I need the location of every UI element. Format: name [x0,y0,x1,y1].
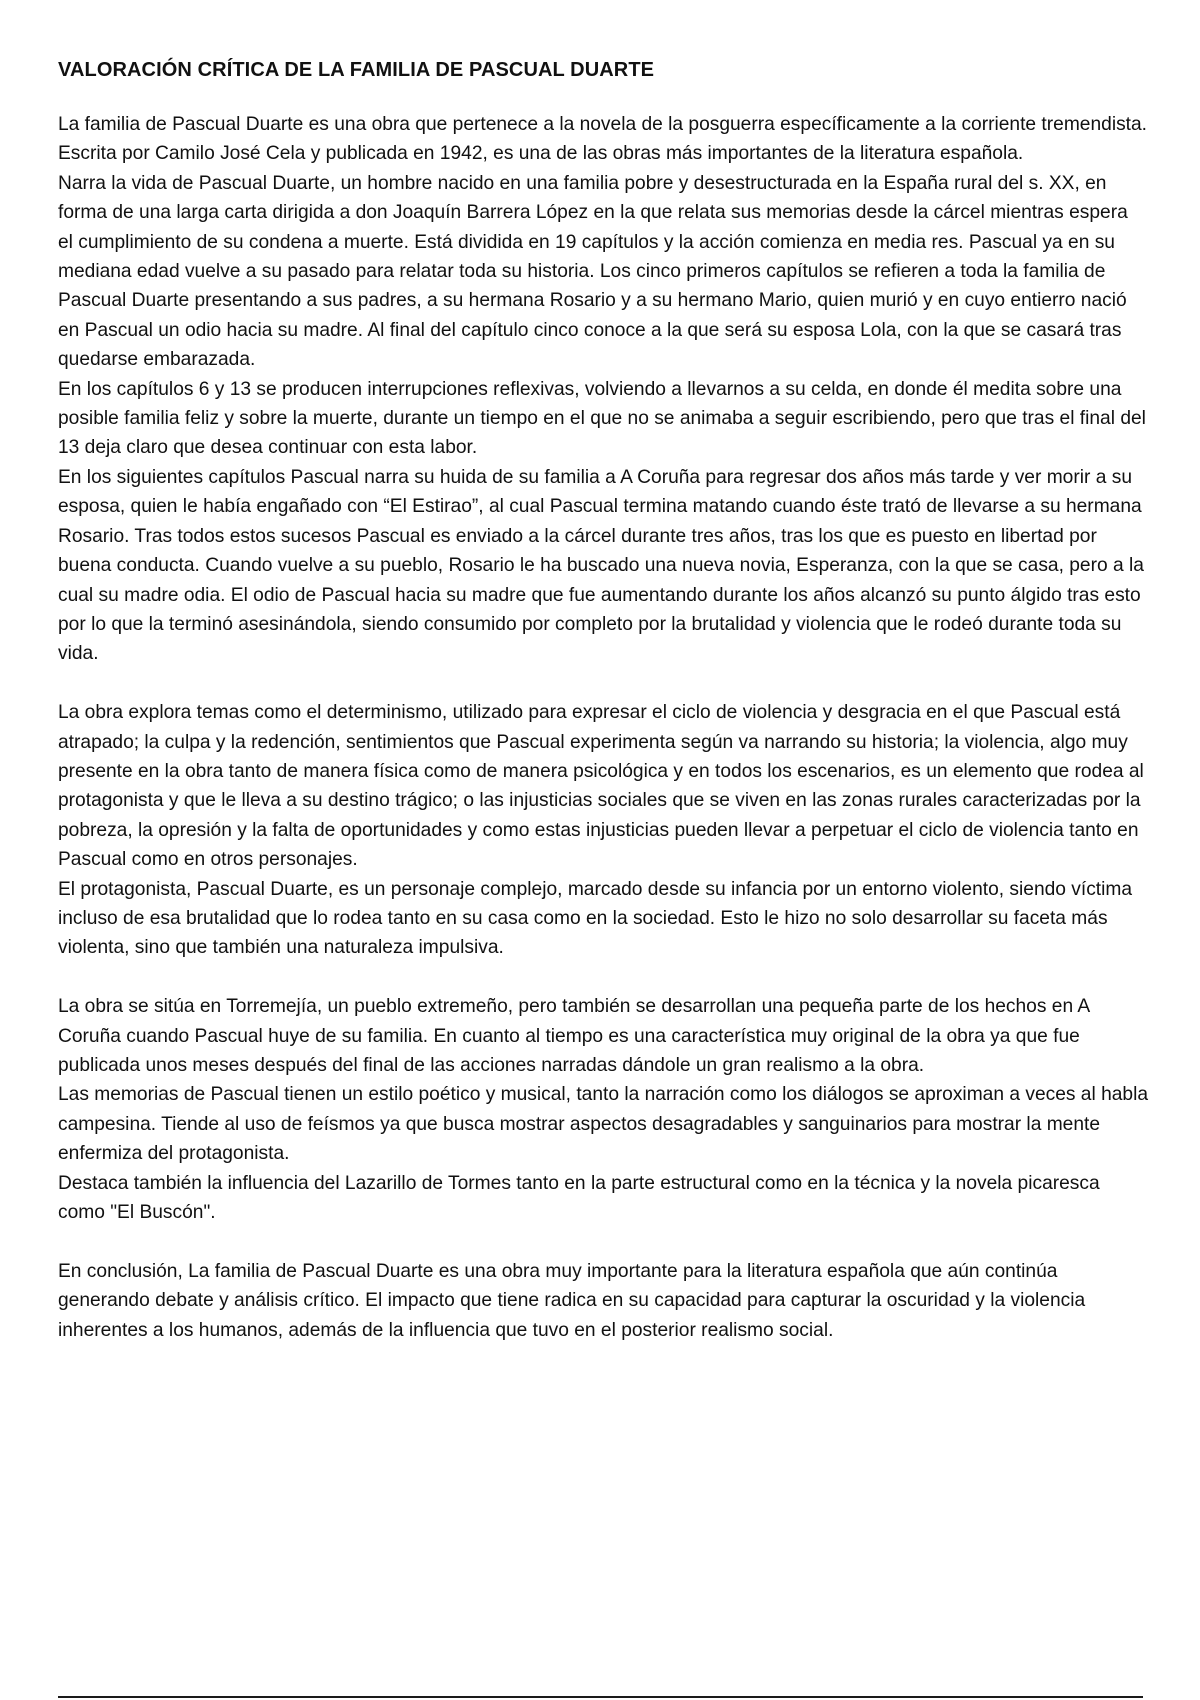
paragraph-gap [58,1227,1148,1256]
paragraph-gap [58,963,1148,992]
paragraph-later-chapters: En los siguientes capítulos Pascual narra su huida de su familia a A Coruña para regresar dos años más tarde y ver morir a su esposa, quien le había engañado con “El Estirao”, al cual Pascual termina matando cuando éste trató de llevarse a su hermana Rosario. Tras todos estos sucesos Pascual es enviado a la cárcel durante tres años, tras los que es puesto en libertad por buena conducta. Cuando vuelve a su pueblo, Rosario le ha buscado una nueva novia, Esperanza, con la que se casa, pero a la cual su madre odia. El odio de Pascual hacia su madre que fue aumentando durante los años alcanzó su punto álgido tras esto por lo que la terminó asesinándola, siendo consumido por completo por la brutalidad y violencia que le rodeó durante toda su vida. [58,466,1144,665]
document-page [58,56,1148,1345]
paragraph-interruptions: En los capítulos 6 y 13 se producen interrupciones reflexivas, volviendo a llevarnos a su celda, en donde él medita sobre una posible familia feliz y sobre la muerte, durante un tiempo en el que no se animaba a seguir escribiendo, pero que tras el final del 13 deja claro que desea continuar con esta labor. [58,378,1146,459]
paragraph-intro: La familia de Pascual Duarte es una obra que pertenece a la novela de la posguerra específicamente a la corriente tremendista. Escrita por Camilo José Cela y publicada en 1942, es una de las obras más importantes de la literatura española. [58,114,1148,165]
paragraph-gap [58,669,1148,698]
paragraph-protagonist: El protagonista, Pascual Duarte, es un personaje complejo, marcado desde su infancia por un entorno violento, siendo víctima incluso de esa brutalidad que lo rodea tanto en su casa como en la sociedad. Esto le hizo no solo desarrollar su faceta más violenta, sino que también una naturaleza impulsiva. [58,878,1133,959]
paragraph-setting: La obra se sitúa en Torremejía, un pueblo extremeño, pero también se desarrollan una pequeña parte de los hechos en A Coruña cuando Pascual huye de su familia. En cuanto al tiempo es una característica muy original de la obra ya que fue publicada unos meses después del final de las acciones narradas dándole un gran realismo a la obra. [58,996,1090,1076]
paragraph-style: Las memorias de Pascual tienen un estilo poético y musical, tanto la narración como los diálogos se aproximan a veces al habla campesina. Tiende al uso de feísmos ya que busca mostrar aspectos desagradables y sanguinarios para mostrar la mente enfermiza del protagonista. [58,1084,1149,1165]
paragraph-conclusion: En conclusión, La familia de Pascual Duarte es una obra muy importante para la literatura española que aún continúa generando debate y análisis crítico. El impacto que tiene radica en su capacidad para capturar la oscuridad y la violencia inherentes a los humanos, además de la influencia que tuvo en el posterior realismo social. [58,1260,1086,1341]
paragraph-themes: La obra explora temas como el determinismo, utilizado para expresar el ciclo de violencia y desgracia en el que Pascual está atrapado; la culpa y la redención, sentimientos que Pascual experimenta según va narrando su historia; la violencia, algo muy presente en la obra tanto de manera física como de manera psicológica y en todos los escenarios, es un elemento que rodea al protagonista y que le lleva a su destino trágico; o las injusticias sociales que se viven en las zonas rurales caracterizadas por la pobreza, la opresión y la falta de oportunidades y como estas injusticias pueden llevar a perpetuar el ciclo de violencia tanto en Pascual como en otros personajes. [58,702,1144,871]
document-title: VALORACIÓN CRÍTICA DE LA FAMILIA DE PASCUAL DUARTE [58,59,655,81]
footer-divider [58,1696,1143,1698]
paragraph-summary: Narra la vida de Pascual Duarte, un hombre nacido en una familia pobre y desestructurada en la España rural del s. XX, en forma de una larga carta dirigida a don Joaquín Barrera López en la que relata sus memorias desde la cárcel mientras espera el cumplimiento de su condena a muerte. Está dividida en 19 capítulos y la acción comienza en media res. Pascual ya en su mediana edad vuelve a su pasado para relatar toda su historia. Los cinco primeros capítulos se refieren a toda la familia de Pascual Duarte presentando a sus padres, a su hermana Rosario y a su hermano Mario, quien murió y en cuyo entierro nació en Pascual un odio hacia su madre. Al final del capítulo cinco conoce a la que será su esposa Lola, con la que se casará tras quedarse embarazada. [58,172,1128,371]
paragraph-influence: Destaca también la influencia del Lazarillo de Tormes tanto en la parte estructural como en la técnica y la novela picaresca como "El Buscón". [58,1172,1100,1223]
